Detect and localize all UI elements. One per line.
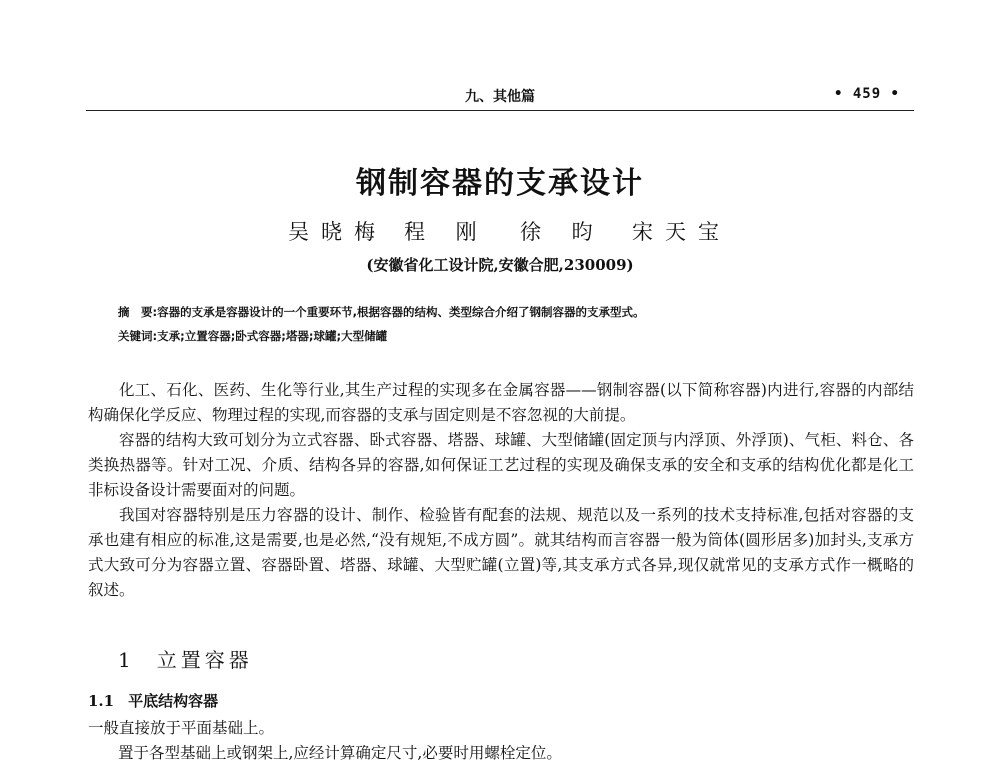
keywords-line <box>118 324 898 348</box>
abstract-block <box>118 300 898 348</box>
body-text <box>88 378 914 603</box>
author-name: 程 刚 <box>404 220 489 244</box>
section-heading <box>118 644 253 673</box>
author-affiliation: (安徽省化工设计院,安徽合肥,230009) <box>366 256 634 274</box>
body-paragraph: 我国对容器特别是压力容器的设计、制作、检验皆有配套的法规、规范以及一系列的技术支持标准,包括对容器的支承也建有相应的标准,这是需要,也是必然,“没有规矩,不成方圆”。就其结构而言容器一般为筒体(圆形居多)加封头,支承方式大致可分为容器立置、容器卧置、塔器、球罐、大型贮罐(立置)等,其支承方式各异,现仅就常见的支承方式作一概略的叙述。 <box>88 506 914 599</box>
author-name: 徐 昀 <box>520 220 605 244</box>
subsection-title: 平底结构容器 <box>128 692 219 710</box>
page-number: • 459 • <box>833 86 900 102</box>
author-name: 宋天宝 <box>632 220 731 244</box>
abstract-label: 摘 要: <box>118 305 158 319</box>
body-line: 一般直接放于平面基础上。 <box>88 719 275 737</box>
author-list <box>0 216 1000 246</box>
paper-title: 钢制容器的支承设计 <box>356 166 644 201</box>
subsection-number: 1.1 <box>88 692 115 710</box>
running-header-section: 九、其他篇 <box>465 89 535 105</box>
body-paragraph: 化工、石化、医药、生化等行业,其生产过程的实现多在金属容器——钢制容器(以下简称容器)内进行,容器的内部结构确保化学反应、物理过程的实现,而容器的支承与固定则是不容忽视的大前提。 <box>88 381 914 424</box>
keywords-text: 支承;立置容器;卧式容器;塔器;球罐;大型储罐 <box>157 329 388 343</box>
section-title: 立置容器 <box>156 648 253 672</box>
keywords-label: 关键词: <box>118 329 158 343</box>
running-header <box>86 80 914 111</box>
subsection-heading <box>88 690 218 711</box>
abstract-text: 容器的支承是容器设计的一个重要环节,根据容器的结构、类型综合介绍了钢制容器的支承型式。 <box>157 305 645 319</box>
author-name: 吴晓梅 <box>288 220 387 244</box>
body-line: 置于各型基础上或钢架上,应经计算确定尺寸,必要时用螺栓定位。 <box>118 744 562 762</box>
section-number: 1 <box>118 648 135 672</box>
body-paragraph: 容器的结构大致可划分为立式容器、卧式容器、塔器、球罐、大型储罐(固定顶与内浮顶、外浮顶)、气柜、料仓、各类换热器等。针对工况、介质、结构各异的容器,如何保证工艺过程的实现及确保支承的安全和支承的结构优化都是化工非标设备设计需要面对的问题。 <box>88 431 914 499</box>
abstract-line <box>118 300 898 324</box>
